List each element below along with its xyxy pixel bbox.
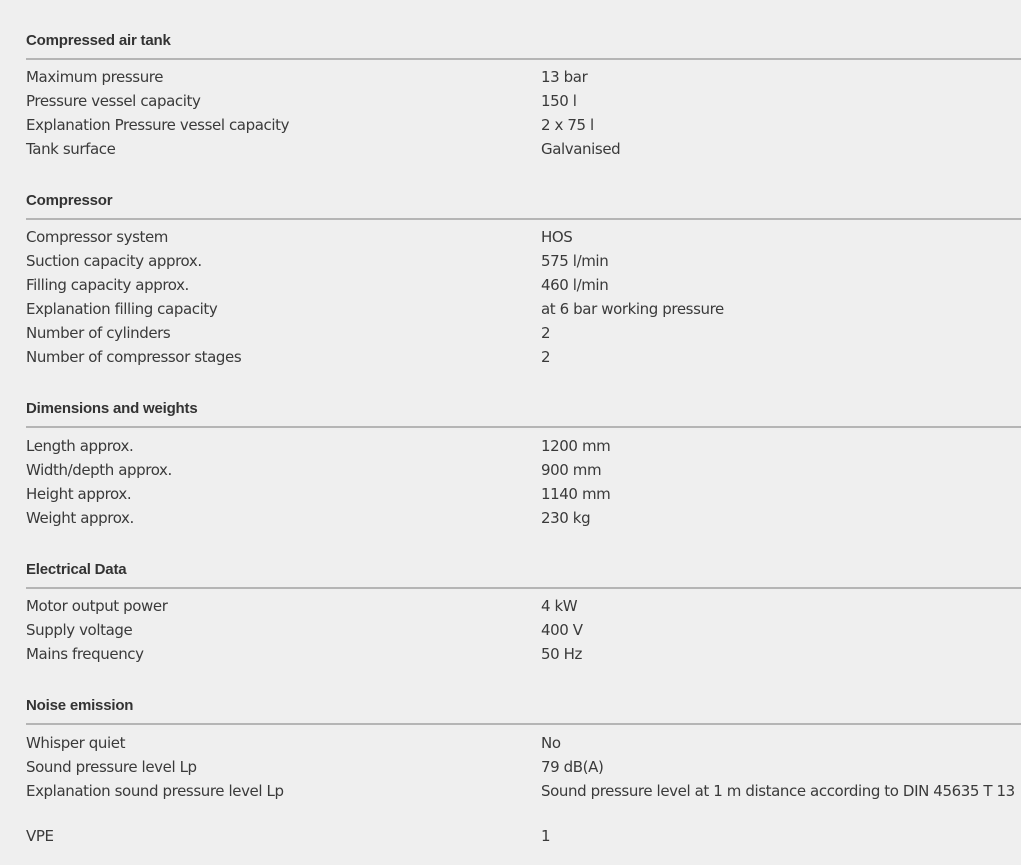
- section-title: Compressor: [26, 192, 113, 209]
- spec-value: 2 x 75 l: [541, 116, 594, 134]
- spec-row: [0, 436, 1021, 460]
- spec-value: HOS: [541, 228, 573, 246]
- section-title: Dimensions and weights: [26, 400, 198, 417]
- spec-row: [0, 757, 1021, 781]
- spec-label: Mains frequency: [26, 645, 144, 663]
- spec-value: 4 kW: [541, 597, 578, 615]
- spec-value: 79 dB(A): [541, 758, 604, 776]
- spec-row: [0, 91, 1021, 115]
- section-divider: [26, 58, 1021, 60]
- spec-value: Sound pressure level at 1 m distance according to DIN 45635 T 13: [541, 782, 1015, 800]
- spec-row: [0, 67, 1021, 91]
- spec-row: [0, 139, 1021, 163]
- spec-value: Galvanised: [541, 140, 621, 158]
- spec-row: [0, 781, 1021, 805]
- spec-row: [0, 275, 1021, 299]
- spec-label: Filling capacity approx.: [26, 276, 189, 294]
- section-divider: [26, 218, 1021, 220]
- spec-label: Supply voltage: [26, 621, 133, 639]
- spec-value: 1200 mm: [541, 437, 611, 455]
- spec-label: Suction capacity approx.: [26, 252, 202, 270]
- spec-row: [0, 347, 1021, 371]
- spec-value: No: [541, 734, 561, 752]
- spec-table: [0, 67, 1021, 163]
- spec-label: Length approx.: [26, 437, 134, 455]
- spec-label: Whisper quiet: [26, 734, 126, 752]
- spec-value: 2: [541, 324, 551, 342]
- section-divider: [26, 426, 1021, 428]
- spec-row: [0, 644, 1021, 668]
- spec-label: Explanation sound pressure level Lp: [26, 782, 284, 800]
- spec-value: 50 Hz: [541, 645, 583, 663]
- spec-value: 900 mm: [541, 461, 602, 479]
- spec-table: [0, 596, 1021, 668]
- spec-row-vpe: [0, 826, 1021, 850]
- spec-value: 400 V: [541, 621, 583, 639]
- spec-row: [0, 733, 1021, 757]
- spec-row: [0, 323, 1021, 347]
- spec-row: [0, 620, 1021, 644]
- spec-value: 575 l/min: [541, 252, 609, 270]
- spec-label: Motor output power: [26, 597, 168, 615]
- spec-value: 460 l/min: [541, 276, 609, 294]
- spec-label: Compressor system: [26, 228, 169, 246]
- section-divider: [26, 587, 1021, 589]
- spec-row: [0, 508, 1021, 532]
- spec-value: 1140 mm: [541, 485, 611, 503]
- spec-label: Height approx.: [26, 485, 132, 503]
- section-title: Compressed air tank: [26, 32, 171, 49]
- spec-row: [0, 596, 1021, 620]
- spec-label: Explanation Pressure vessel capacity: [26, 116, 290, 134]
- spec-label: Number of cylinders: [26, 324, 171, 342]
- spec-row: [0, 251, 1021, 275]
- spec-table: [0, 733, 1021, 805]
- spec-label: Number of compressor stages: [26, 348, 242, 366]
- spec-table: [0, 436, 1021, 532]
- spec-row: [0, 484, 1021, 508]
- spec-label: Weight approx.: [26, 509, 134, 527]
- spec-row: [0, 115, 1021, 139]
- spec-label: Tank surface: [26, 140, 116, 158]
- spec-label: Width/depth approx.: [26, 461, 172, 479]
- spec-value: 1: [541, 827, 551, 845]
- spec-value: 2: [541, 348, 551, 366]
- section-divider: [26, 723, 1021, 725]
- spec-label: Sound pressure level Lp: [26, 758, 197, 776]
- spec-label: VPE: [26, 827, 54, 845]
- section-title: Noise emission: [26, 697, 134, 714]
- spec-row: [0, 299, 1021, 323]
- spec-row: [0, 460, 1021, 484]
- spec-value: 230 kg: [541, 509, 591, 527]
- spec-table: [0, 227, 1021, 371]
- spec-row: [0, 227, 1021, 251]
- section-title: Electrical Data: [26, 561, 127, 578]
- spec-label: Maximum pressure: [26, 68, 164, 86]
- spec-value: at 6 bar working pressure: [541, 300, 724, 318]
- spec-label: Pressure vessel capacity: [26, 92, 201, 110]
- spec-value: 150 l: [541, 92, 577, 110]
- spec-label: Explanation filling capacity: [26, 300, 218, 318]
- spec-value: 13 bar: [541, 68, 588, 86]
